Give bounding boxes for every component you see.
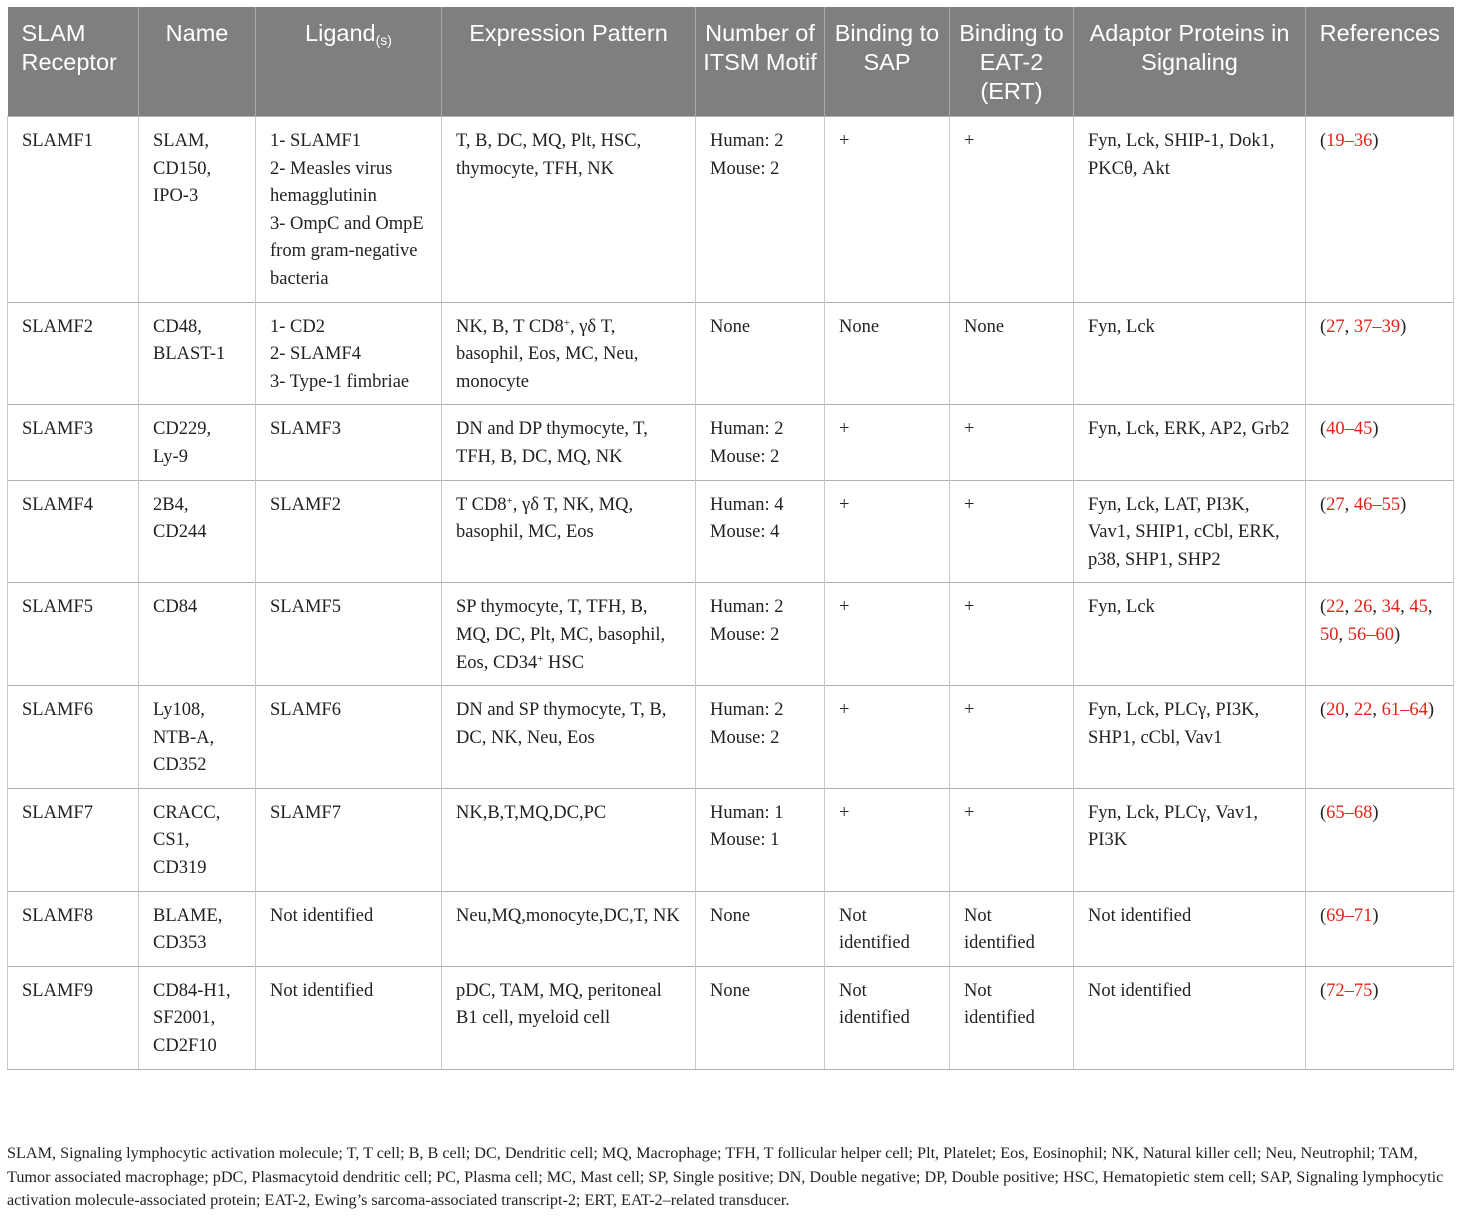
itsm-line: Mouse: 1: [710, 830, 780, 851]
adaptor-proteins-cell: Fyn, Lck, LAT, PI3K, Vav1, SHIP1, cCbl, ERK, p38, SHP1, SHP2: [1074, 480, 1306, 583]
reference-link[interactable]: 72–75: [1326, 980, 1373, 1001]
table-row: [8, 302, 1454, 405]
expression-text: Neu,MQ,monocyte,DC,T, NK: [456, 905, 680, 926]
name-cell: [139, 480, 256, 583]
itsm-line: Human: 1: [710, 802, 784, 823]
reference-punctuation: (: [1320, 316, 1327, 337]
reference-link[interactable]: 27: [1326, 494, 1345, 515]
reference-link[interactable]: 27: [1326, 316, 1345, 337]
expression-cell: [442, 583, 696, 686]
reference-punctuation: ,: [1344, 700, 1354, 721]
slam-receptor-table: [7, 7, 1454, 1070]
reference-link[interactable]: 56–60: [1347, 624, 1394, 645]
itsm-cell: [696, 686, 825, 789]
reference-link[interactable]: 22: [1353, 700, 1373, 721]
name-cell: [139, 583, 256, 686]
name-line: CD229,: [153, 419, 212, 440]
sap-binding-cell: +: [825, 788, 950, 891]
itsm-cell: [696, 583, 825, 686]
itsm-line: Mouse: 2: [710, 624, 780, 645]
itsm-cell: [696, 480, 825, 583]
ligand-line: 2- SLAMF4: [270, 344, 361, 365]
column-header: [950, 7, 1074, 117]
name-line: CD352: [153, 755, 207, 776]
name-cell: [139, 788, 256, 891]
table-header-row: [8, 7, 1454, 117]
eat2-binding-cell: +: [950, 405, 1074, 480]
table-row: [8, 891, 1454, 966]
column-header: [139, 7, 256, 117]
table-row: [8, 686, 1454, 789]
itsm-cell: [696, 891, 825, 966]
name-line: Ly108,: [153, 700, 205, 721]
itsm-line: Human: 2: [710, 131, 784, 151]
expression-text: T, B, DC, MQ, Plt, HSC, thymocyte, TFH, NK: [456, 131, 642, 179]
name-cell: [139, 966, 256, 1069]
eat2-binding-cell: +: [950, 788, 1074, 891]
itsm-line: Human: 2: [710, 419, 784, 440]
eat2-binding-cell: +: [950, 480, 1074, 583]
eat2-binding-cell: Not identified: [950, 891, 1074, 966]
reference-punctuation: (: [1320, 131, 1327, 151]
ligand-line: SLAMF7: [270, 802, 341, 823]
column-header: [825, 7, 950, 117]
receptor-cell: SLAMF3: [8, 405, 139, 480]
itsm-line: Mouse: 2: [710, 158, 780, 179]
reference-punctuation: ,: [1344, 597, 1354, 618]
name-line: BLAME,: [153, 905, 223, 926]
itsm-cell: [696, 966, 825, 1069]
reference-punctuation: ,: [1427, 597, 1433, 618]
itsm-line: Mouse: 2: [710, 446, 780, 467]
reference-link[interactable]: 20: [1326, 700, 1345, 721]
reference-punctuation: ): [1372, 905, 1379, 926]
name-line: CD48,: [153, 316, 202, 337]
sap-binding-cell: +: [825, 117, 950, 303]
table-row: [8, 966, 1454, 1069]
name-line: 2B4,: [153, 494, 189, 515]
column-header: [696, 7, 825, 117]
column-header-label: Expression Pattern: [469, 20, 668, 46]
ligand-line: SLAMF6: [270, 700, 341, 721]
reference-punctuation: (: [1320, 980, 1327, 1001]
expression-cell: [442, 966, 696, 1069]
sap-binding-cell: Not identified: [825, 891, 950, 966]
adaptor-proteins-cell: Not identified: [1074, 966, 1306, 1069]
itsm-line: Mouse: 2: [710, 727, 780, 748]
ligand-cell: [256, 891, 442, 966]
references-cell: [1306, 891, 1454, 966]
reference-punctuation: ): [1372, 131, 1379, 151]
receptor-cell: SLAMF6: [8, 686, 139, 789]
reference-punctuation: ): [1427, 700, 1435, 721]
sap-binding-cell: +: [825, 405, 950, 480]
table-body: [8, 117, 1454, 1070]
ligand-line: SLAMF5: [270, 597, 341, 618]
name-line: Ly-9: [153, 446, 188, 467]
superscript: +: [506, 494, 513, 507]
eat2-binding-cell: None: [950, 302, 1074, 405]
table-row: [8, 583, 1454, 686]
expression-cell: [442, 302, 696, 405]
reference-punctuation: ): [1400, 494, 1407, 515]
column-header-label: Name: [165, 20, 229, 46]
ligand-line: SLAMF3: [270, 419, 341, 440]
reference-link[interactable]: 61–64: [1381, 700, 1428, 721]
ligand-line: 3- Type-1 fimbriae: [270, 371, 410, 392]
ligand-line: SLAMF2: [270, 494, 341, 515]
receptor-cell: SLAMF5: [8, 583, 139, 686]
adaptor-proteins-cell: Fyn, Lck, PLCγ, PI3K, SHP1, cCbl, Vav1: [1074, 686, 1306, 789]
name-line: CRACC,: [153, 802, 221, 823]
reference-link[interactable]: 69–71: [1326, 905, 1373, 926]
reference-link[interactable]: 45: [1409, 597, 1428, 618]
column-header-subscript: (s): [375, 32, 392, 48]
receptor-cell: SLAMF8: [8, 891, 139, 966]
name-line: SLAM,: [153, 131, 210, 151]
eat2-binding-cell: Not identified: [950, 966, 1074, 1069]
references-cell: [1306, 117, 1454, 303]
expression-cell: [442, 891, 696, 966]
receptor-cell: SLAMF9: [8, 966, 139, 1069]
references-cell: [1306, 788, 1454, 891]
itsm-cell: [696, 788, 825, 891]
receptor-cell: SLAMF2: [8, 302, 139, 405]
references-cell: [1306, 686, 1454, 789]
name-line: CS1,: [153, 830, 190, 851]
itsm-line: None: [710, 980, 751, 1001]
eat2-binding-cell: +: [950, 117, 1074, 303]
expression-text: T CD8: [456, 494, 507, 515]
table-container: [7, 7, 1453, 1070]
ligand-cell: [256, 405, 442, 480]
ligand-cell: [256, 788, 442, 891]
expression-text: HSC: [543, 652, 585, 673]
column-header: [8, 7, 139, 117]
references-cell: [1306, 966, 1454, 1069]
adaptor-proteins-cell: Fyn, Lck: [1074, 583, 1306, 686]
ligand-line: 3- OmpC and OmpE from gram-negative bacteria: [270, 213, 424, 289]
table-footnote: SLAM, Signaling lymphocytic activation molecule; T, T cell; B, B cell; DC, Dendritic cell; MQ, Macrophage; TFH, T follicular helper cell; Plt, Platelet; Eos, Eosinophil; NK, Natural killer cell; Neu, Neutrophil; TAM, Tumor associated macrophage; pDC, Plasmacytoid dendritic cell; PC, Plasma cell; MC, Mast cell; SP, Single positive; DN, Double negative; DP, Double positive; HSC, Hematopietic stem cell; SAP, Signaling lymphocytic activation molecule-associated protein; EAT-2, Ewing’s sarcoma-associated transcript-2; ERT, EAT-2–related transducer.: [7, 1144, 1444, 1209]
itsm-line: Mouse: 4: [710, 522, 780, 543]
reference-link[interactable]: 37–39: [1353, 316, 1401, 337]
name-cell: [139, 302, 256, 405]
adaptor-proteins-cell: Fyn, Lck: [1074, 302, 1306, 405]
expression-text: NK, B, T CD8: [456, 316, 564, 337]
reference-punctuation: (: [1320, 905, 1327, 926]
adaptor-proteins-cell: Fyn, Lck, SHIP-1, Dok1, PKCθ, Akt: [1074, 117, 1306, 303]
receptor-cell: SLAMF4: [8, 480, 139, 583]
itsm-cell: [696, 302, 825, 405]
reference-link[interactable]: 34: [1381, 597, 1401, 618]
reference-link[interactable]: 40–45: [1326, 419, 1373, 440]
column-header: [1306, 7, 1454, 117]
reference-punctuation: ): [1372, 802, 1379, 823]
name-line: CD2F10: [153, 1036, 217, 1057]
ligand-cell: [256, 686, 442, 789]
column-header-label: Adaptor Proteins in Signaling: [1089, 20, 1290, 75]
column-header-label: SLAM Receptor: [21, 20, 117, 75]
references-cell: [1306, 405, 1454, 480]
receptor-cell: SLAMF7: [8, 788, 139, 891]
name-line: CD84-H1,: [153, 980, 231, 1001]
reference-punctuation: ): [1372, 980, 1379, 1001]
sap-binding-cell: None: [825, 302, 950, 405]
reference-link[interactable]: 19–36: [1326, 131, 1373, 151]
references-cell: [1306, 302, 1454, 405]
name-line: SF2001,: [153, 1008, 216, 1029]
superscript: +: [537, 652, 544, 665]
name-line: CD84: [153, 597, 198, 618]
sap-binding-cell: Not identified: [825, 966, 950, 1069]
sap-binding-cell: +: [825, 480, 950, 583]
reference-punctuation: (: [1320, 419, 1327, 440]
references-cell: [1306, 583, 1454, 686]
reference-punctuation: ,: [1372, 700, 1382, 721]
reference-punctuation: (: [1320, 802, 1327, 823]
reference-punctuation: (: [1320, 700, 1327, 721]
column-header-label: Number of ITSM Motif: [703, 20, 817, 75]
reference-punctuation: ,: [1344, 494, 1354, 515]
table-row: [8, 117, 1454, 303]
adaptor-proteins-cell: Not identified: [1074, 891, 1306, 966]
reference-punctuation: ): [1394, 624, 1401, 645]
ligand-cell: [256, 966, 442, 1069]
name-line: BLAST-1: [153, 344, 226, 365]
ligand-line: 2- Measles virus hemagglutinin: [270, 158, 393, 207]
column-header-label: References: [1319, 20, 1440, 46]
reference-punctuation: ,: [1400, 597, 1410, 618]
reference-link[interactable]: 22: [1326, 597, 1345, 618]
table-row: [8, 405, 1454, 480]
itsm-line: None: [710, 905, 751, 926]
ligand-cell: [256, 302, 442, 405]
column-header: [1074, 7, 1306, 117]
sap-binding-cell: +: [825, 583, 950, 686]
column-header-label: Ligand: [305, 20, 376, 46]
expression-cell: [442, 686, 696, 789]
ligand-line: 1- CD2: [270, 316, 325, 337]
itsm-line: Human: 2: [710, 700, 784, 721]
reference-link[interactable]: 65–68: [1326, 802, 1373, 823]
reference-punctuation: ,: [1338, 624, 1348, 645]
name-line: NTB-A,: [153, 727, 215, 748]
references-cell: [1306, 480, 1454, 583]
reference-punctuation: (: [1320, 494, 1327, 515]
column-header: [442, 7, 696, 117]
expression-text: NK,B,T,MQ,DC,PC: [456, 802, 607, 823]
expression-cell: [442, 405, 696, 480]
table-row: [8, 788, 1454, 891]
ligand-cell: [256, 480, 442, 583]
expression-text: , γδ T, basophil, Eos, MC, Neu, monocyte: [456, 316, 639, 392]
itsm-line: Human: 2: [710, 597, 784, 618]
name-line: CD244: [153, 522, 207, 543]
ligand-line: Not identified: [270, 980, 374, 1001]
ligand-line: 1- SLAMF1: [270, 131, 361, 151]
reference-punctuation: ,: [1372, 597, 1382, 618]
adaptor-proteins-cell: Fyn, Lck, PLCγ, Vav1, PI3K: [1074, 788, 1306, 891]
expression-cell: [442, 480, 696, 583]
eat2-binding-cell: +: [950, 686, 1074, 789]
ligand-cell: [256, 583, 442, 686]
expression-text: DN and SP thymocyte, T, B, DC, NK, Neu, Eos: [456, 700, 667, 748]
adaptor-proteins-cell: Fyn, Lck, ERK, AP2, Grb2: [1074, 405, 1306, 480]
reference-punctuation: ): [1372, 419, 1379, 440]
column-header-label: Binding to SAP: [834, 20, 940, 75]
reference-link[interactable]: 46–55: [1353, 494, 1401, 515]
expression-text: DN and DP thymocyte, T, TFH, B, DC, MQ, NK: [456, 419, 648, 467]
reference-punctuation: (: [1320, 597, 1327, 618]
sap-binding-cell: +: [825, 686, 950, 789]
name-line: CD150,: [153, 158, 212, 179]
expression-text: pDC, TAM, MQ, peritoneal B1 cell, myeloid cell: [456, 980, 662, 1029]
column-header-label: Binding to EAT-2 (ERT): [959, 20, 1064, 104]
itsm-line: Human: 4: [710, 494, 784, 515]
expression-cell: [442, 788, 696, 891]
reference-link[interactable]: 26: [1353, 597, 1373, 618]
superscript: +: [563, 316, 570, 329]
name-line: IPO-3: [153, 186, 199, 207]
table-row: [8, 480, 1454, 583]
name-cell: [139, 686, 256, 789]
expression-text: , γδ T, NK, MQ, basophil, MC, Eos: [456, 494, 634, 543]
reference-link[interactable]: 50: [1320, 624, 1339, 645]
name-line: CD319: [153, 858, 207, 879]
itsm-cell: [696, 117, 825, 303]
name-cell: [139, 891, 256, 966]
reference-punctuation: ): [1400, 316, 1407, 337]
receptor-cell: SLAMF1: [8, 117, 139, 303]
ligand-cell: [256, 117, 442, 303]
ligand-line: Not identified: [270, 905, 374, 926]
name-cell: [139, 405, 256, 480]
reference-punctuation: ,: [1344, 316, 1354, 337]
name-cell: [139, 117, 256, 303]
eat2-binding-cell: +: [950, 583, 1074, 686]
itsm-cell: [696, 405, 825, 480]
expression-text: SP thymocyte, T, TFH, B, MQ, DC, Plt, MC, basophil, Eos, CD34: [456, 597, 666, 673]
name-line: CD353: [153, 933, 207, 954]
column-header: [256, 7, 442, 117]
itsm-line: None: [710, 316, 751, 337]
expression-cell: [442, 117, 696, 303]
